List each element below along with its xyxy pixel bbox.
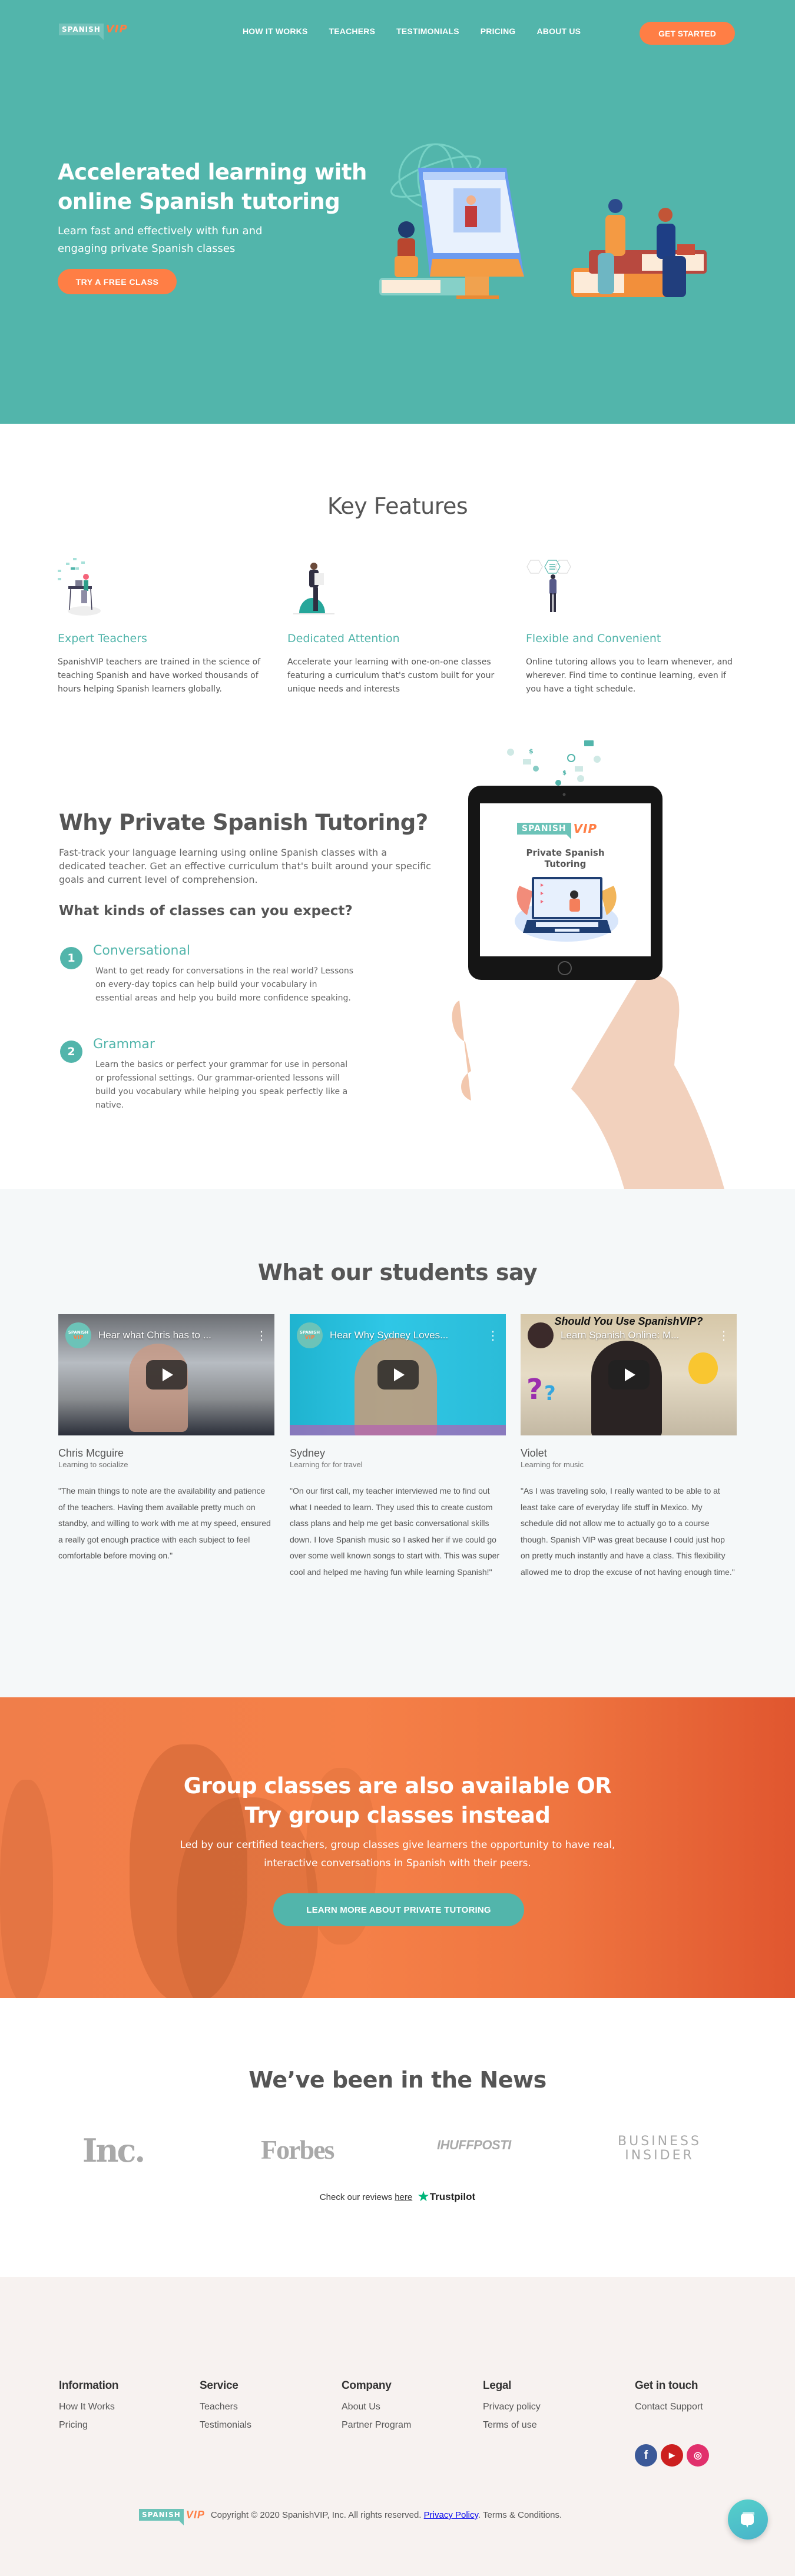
question-mark-icon: ? xyxy=(544,1382,556,1405)
question-mark-icon: ? xyxy=(526,1373,543,1406)
class-kind-title: Conversational xyxy=(93,943,191,958)
footer-col-information xyxy=(59,2379,118,2432)
footer-logo-main: SPANISH xyxy=(139,2509,184,2521)
chat-bubble-icon xyxy=(740,2511,756,2528)
student-name: Violet xyxy=(521,1447,547,1459)
nav-how-it-works[interactable]: HOW IT WORKS xyxy=(243,26,308,36)
footer-col-legal xyxy=(483,2379,541,2432)
terms-text: . Terms & Conditions. xyxy=(478,2510,562,2520)
testimonial-card xyxy=(58,1314,274,1564)
nav-testimonials[interactable]: TESTIMONIALS xyxy=(396,26,459,36)
feature-text: Online tutoring allows you to learn whenever, and wherever. Find time to continue learning, even if you have a tight schedule. xyxy=(526,657,733,694)
play-button[interactable] xyxy=(608,1360,650,1390)
nav-pricing[interactable]: PRICING xyxy=(480,26,516,36)
step-number-badge: 2 xyxy=(60,1041,82,1063)
chat-widget-button[interactable] xyxy=(728,2499,768,2540)
person-choosing-options-illustration xyxy=(526,558,602,617)
video-title[interactable]: Hear Why Sydney Loves... xyxy=(330,1329,449,1341)
tablet-logo-main: SPANISH xyxy=(517,823,571,835)
logo-accent-text: VIP xyxy=(105,23,128,35)
student-goal: Learning for for travel xyxy=(290,1460,363,1469)
footer-col-title: Information xyxy=(59,2379,119,2392)
testimonial-quote: "The main things to note are the availability and patience of the teachers. Having them available pretty much on standby, and willing to work with me at my speed, ensured a really got enough practice with each subject to feel comfortable before moving on." xyxy=(58,1486,271,1560)
site-logo[interactable] xyxy=(59,24,128,35)
feature-title: Flexible and Convenient xyxy=(526,632,661,645)
teacher-at-desk-illustration xyxy=(58,558,134,617)
footer-link-testimonials[interactable]: Testimonials xyxy=(200,2420,252,2430)
feature-expert-teachers xyxy=(58,558,270,694)
try-free-class-button[interactable]: TRY A FREE CLASS xyxy=(58,269,177,294)
class-kind-text: Learn the basics or perfect your grammar for use in personal or professional settings. Our grammar-oriented lessons will build you vocabulary while helping you speak perfectly like a native. xyxy=(95,1060,348,1110)
group-classes-title xyxy=(0,1771,795,1830)
trustpilot-logo[interactable]: Trustpilot xyxy=(429,2191,476,2202)
online-learning-illustration xyxy=(371,141,748,306)
privacy-policy-link[interactable]: Privacy Policy xyxy=(423,2510,478,2520)
nav-about-us[interactable]: ABOUT US xyxy=(536,26,581,36)
main-nav xyxy=(243,26,602,36)
copyright-text-wrap xyxy=(211,2510,562,2520)
business-insider-logo xyxy=(612,2135,707,2163)
student-name: Chris Mcguire xyxy=(58,1447,124,1459)
more-options-icon[interactable]: ⋮ xyxy=(256,1328,267,1342)
class-kind-title: Grammar xyxy=(93,1037,155,1052)
video-title[interactable]: Hear what Chris has to ... xyxy=(98,1329,211,1341)
more-options-icon[interactable]: ⋮ xyxy=(487,1328,499,1342)
svg-text:$: $ xyxy=(562,770,567,776)
testimonial-card xyxy=(290,1314,506,1580)
tablet-title: Private Spanish Tutoring xyxy=(526,847,605,869)
laptop-illustration xyxy=(512,874,621,942)
group-title-line1: Group classes are also available OR xyxy=(183,1773,612,1799)
group-classes-section xyxy=(0,1697,795,1998)
footer-link-privacy-policy[interactable]: Privacy policy xyxy=(483,2402,541,2412)
logo-main-text: SPANISH xyxy=(59,24,104,35)
video-player[interactable] xyxy=(521,1314,737,1435)
footer-link-partner-program[interactable]: Partner Program xyxy=(342,2420,412,2430)
feature-flexible-convenient xyxy=(526,558,738,694)
footer-col-company xyxy=(342,2379,411,2432)
video-title[interactable]: Learn Spanish Online: M... xyxy=(561,1329,680,1341)
video-player[interactable] xyxy=(58,1314,274,1435)
key-features-title: Key Features xyxy=(327,493,468,519)
play-button[interactable] xyxy=(377,1360,419,1390)
forbes-logo: Forbes xyxy=(261,2135,334,2165)
video-banner-text: Should You Use SpanishVIP? xyxy=(554,1315,703,1327)
reviews-link[interactable]: here xyxy=(395,2192,413,2202)
channel-avatar[interactable]: SPANISH VIP xyxy=(65,1322,91,1348)
social-links xyxy=(635,2444,709,2467)
feature-text: Accelerate your learning with one-on-one classes featuring a curriculum that's custom built for your unique needs and interests xyxy=(287,657,495,694)
person-reading-illustration xyxy=(287,558,364,617)
play-button[interactable] xyxy=(146,1360,187,1390)
footer-col-title: Get in touch xyxy=(635,2379,698,2392)
testimonials-title: What our students say xyxy=(257,1259,538,1285)
business-insider-text: BUSINESS INSIDER xyxy=(618,2134,701,2163)
testimonial-quote: "On our first call, my teacher interviewed me to find out what I needed to learn. They used this to create custom class plans and help me get basic conversational skills down. I love Spanish music so I asked her if we could go over some well known songs to start with. This was super cool and helped me having fun while learning Spanish!" xyxy=(290,1486,500,1577)
news-title: We’ve been in the News xyxy=(249,2067,546,2093)
channel-avatar[interactable] xyxy=(528,1322,554,1348)
step-number-badge: 1 xyxy=(60,947,82,969)
instagram-icon[interactable]: ◎ xyxy=(687,2444,709,2467)
footer-col-title: Service xyxy=(200,2379,238,2392)
group-title-line2: Try group classes instead xyxy=(244,1803,551,1828)
student-goal: Learning for music xyxy=(521,1460,584,1469)
copyright-bar xyxy=(139,2509,562,2521)
footer-logo-accent: VIP xyxy=(186,2509,205,2521)
group-description-text: Led by our certified teachers, group classes give learners the opportunity to have real, interactive conversations in Spanish with their peers. xyxy=(180,1839,615,1869)
video-player[interactable] xyxy=(290,1314,506,1435)
class-kind-text: Want to get ready for conversations in the real world? Lessons on every-day topics can help build your vocabulary in essential areas and help you build more confidence speaking. xyxy=(95,966,354,1003)
huffpost-logo: IHUFFPOSTI xyxy=(437,2138,511,2152)
get-started-button[interactable]: GET STARTED xyxy=(640,22,735,45)
footer-link-teachers[interactable]: Teachers xyxy=(200,2402,238,2412)
student-name: Sydney xyxy=(290,1447,326,1459)
svg-text:$: $ xyxy=(529,747,534,755)
feature-title: Dedicated Attention xyxy=(287,632,400,645)
inc-logo: Inc. xyxy=(82,2132,144,2169)
hero-section xyxy=(0,0,795,424)
facebook-icon[interactable]: f xyxy=(635,2444,657,2467)
more-options-icon[interactable]: ⋮ xyxy=(718,1328,730,1342)
hero-subtitle: Learn fast and effectively with fun and engaging private Spanish classes xyxy=(58,225,263,255)
tablet-illustration xyxy=(448,736,730,1189)
footer-col-title: Company xyxy=(342,2379,392,2392)
footer-link-about-us[interactable]: About Us xyxy=(342,2402,380,2412)
youtube-icon[interactable]: ▶ xyxy=(661,2444,683,2467)
tablet-logo-accent: VIP xyxy=(573,822,598,836)
tablet-logo xyxy=(517,823,597,835)
trustpilot-star-icon: ★ xyxy=(417,2189,430,2205)
testimonial-card xyxy=(521,1314,737,1580)
why-description: Fast-track your language learning using online Spanish classes with a dedicated teacher. Get an effective curriculum that's built around your specific goals and current level of comprehension. xyxy=(59,847,431,885)
footer-logo[interactable] xyxy=(139,2509,205,2521)
video-header xyxy=(528,1322,730,1348)
thinking-emoji-icon xyxy=(688,1352,718,1384)
footer-col-get-in-touch xyxy=(635,2379,703,2414)
video-thumbnail-bg xyxy=(290,1425,506,1435)
footer-col-service xyxy=(200,2379,251,2432)
class-kinds-heading: What kinds of classes can you expect? xyxy=(59,903,353,919)
video-header xyxy=(297,1322,499,1348)
testimonial-quote: "As I was traveling solo, I really wanted to be able to at least take care of everyday life stuff in Mexico. My schedule did not allow me to actually go to a course though. Spanish VIP was great because I could just hop on pretty much instantly and have a class. This flexibility allowed me to drop the excuse of not having enough time." xyxy=(521,1486,735,1577)
footer-link-how-it-works[interactable]: How It Works xyxy=(59,2402,115,2412)
footer-link-contact-support[interactable]: Contact Support xyxy=(635,2402,703,2412)
student-goal: Learning to socialize xyxy=(58,1460,128,1469)
feature-dedicated-attention xyxy=(287,558,499,694)
footer-col-title: Legal xyxy=(483,2379,512,2392)
channel-avatar[interactable]: SPANISH VIP xyxy=(297,1322,323,1348)
nav-teachers[interactable]: TEACHERS xyxy=(329,26,376,36)
trustpilot-reviews xyxy=(0,2191,795,2203)
learn-more-private-tutoring-button[interactable]: LEARN MORE ABOUT PRIVATE TUTORING xyxy=(273,1893,524,1926)
footer-link-terms-of-use[interactable]: Terms of use xyxy=(483,2420,537,2430)
footer-link-pricing[interactable]: Pricing xyxy=(59,2420,88,2430)
group-classes-description xyxy=(0,1836,795,1873)
video-header xyxy=(65,1322,267,1348)
hero-title: Accelerated learning with online Spanish tutoring xyxy=(58,159,367,214)
floating-icons xyxy=(448,736,730,1189)
feature-text: SpanishVIP teachers are trained in the science of teaching Spanish and have worked thousands of hours helping Spanish learners globally. xyxy=(58,657,261,694)
reviews-text: Check our reviews xyxy=(319,2192,393,2202)
why-title: Why Private Spanish Tutoring? xyxy=(59,810,428,835)
copyright-text: Copyright © 2020 SpanishVIP, Inc. All rights reserved. xyxy=(210,2510,422,2520)
feature-title: Expert Teachers xyxy=(58,632,147,645)
